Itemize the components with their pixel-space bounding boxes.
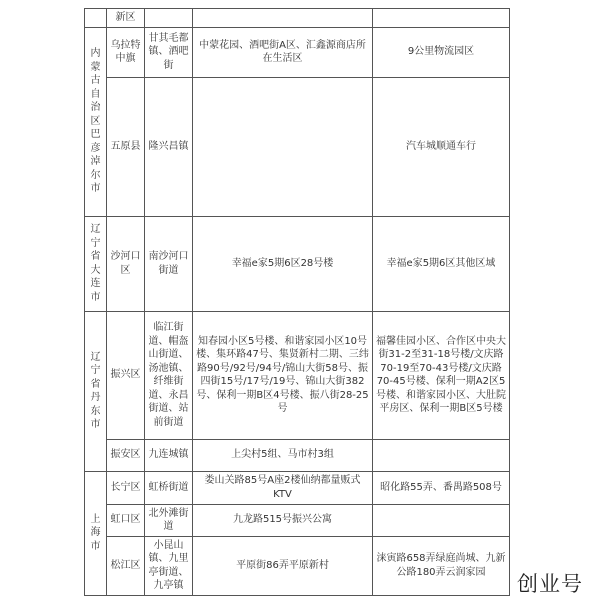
province-cell: 辽宁省大连市 [85,216,107,311]
medium-risk-cell: 中蒙花园、酒吧街A区、汇鑫源商店所在生活区 [193,27,373,77]
medium-risk-cell [193,9,373,28]
risk-area-table [84,8,510,596]
table-row [85,9,510,28]
watermark: 创业号 [515,568,585,598]
street-cell: 隆兴昌镇 [145,77,193,216]
medium-risk-cell: 平原街86弄平原新村 [193,536,373,595]
low-risk-cell: 汽车城顺通车行 [373,77,510,216]
street-cell: 甘其毛都镇、酒吧街 [145,27,193,77]
table-row [85,311,510,439]
low-risk-cell: 幸福e家5期6区其他区域 [373,216,510,311]
low-risk-cell [373,504,510,536]
district-cell: 振兴区 [107,311,145,439]
street-cell: 南沙河口街道 [145,216,193,311]
district-cell: 长宁区 [107,471,145,504]
district-cell: 虹口区 [107,504,145,536]
medium-risk-cell: 知春园小区5号楼、和谐家园小区10号楼、集环路47号、集贤新村二期、三纬路90号/92号/94号/锦山大街58号、振四街15号/17号/19号、锦山大街382号、保利一期B区4号楼、振八街28-25号 [193,311,373,439]
district-cell: 松江区 [107,536,145,595]
table-row [85,536,510,595]
street-cell: 九连城镇 [145,439,193,471]
district-cell: 乌拉特中旗 [107,27,145,77]
low-risk-cell: 9公里物流园区 [373,27,510,77]
street-cell [145,9,193,28]
province-cell: 内蒙古自治区巴彦淖尔市 [85,27,107,216]
low-risk-cell: 昭化路55弄、番禺路508号 [373,471,510,504]
low-risk-cell: 涞寅路658弄绿庭尚城、九新公路180弄云润家园 [373,536,510,595]
medium-risk-cell: 九龙路515号振兴公寓 [193,504,373,536]
medium-risk-cell: 幸福e家5期6区28号楼 [193,216,373,311]
medium-risk-cell: 上尖村5组、马市村3组 [193,439,373,471]
street-cell: 虹桥街道 [145,471,193,504]
medium-risk-cell: 娄山关路85号A座2楼仙纳都量贩式KTV [193,471,373,504]
district-cell: 振安区 [107,439,145,471]
table-row [85,471,510,504]
table-row [85,27,510,77]
province-cell [85,9,107,28]
street-cell: 北外滩街道 [145,504,193,536]
province-cell: 辽宁省丹东市 [85,311,107,471]
street-cell: 小昆山镇、九里亭街道、九亭镇 [145,536,193,595]
low-risk-cell [373,9,510,28]
district-cell: 五原县 [107,77,145,216]
low-risk-cell: 福馨佳园小区、合作区中央大街31-2至31-18号楼/文庆路70-19至70-43号楼/文庆路70-45号楼、保利一期A2区5号楼、和谐家园小区、大肚院平房区、保利一期B区5号楼 [373,311,510,439]
province-cell: 上海市 [85,471,107,595]
low-risk-cell [373,439,510,471]
district-cell: 沙河口区 [107,216,145,311]
table-row [85,77,510,216]
table-row [85,439,510,471]
table-row [85,504,510,536]
street-cell: 临江街道、帽盔山街道、汤池镇、纤维街道、永昌街道、站前街道 [145,311,193,439]
table-row [85,216,510,311]
district-cell: 新区 [107,9,145,28]
medium-risk-cell [193,77,373,216]
